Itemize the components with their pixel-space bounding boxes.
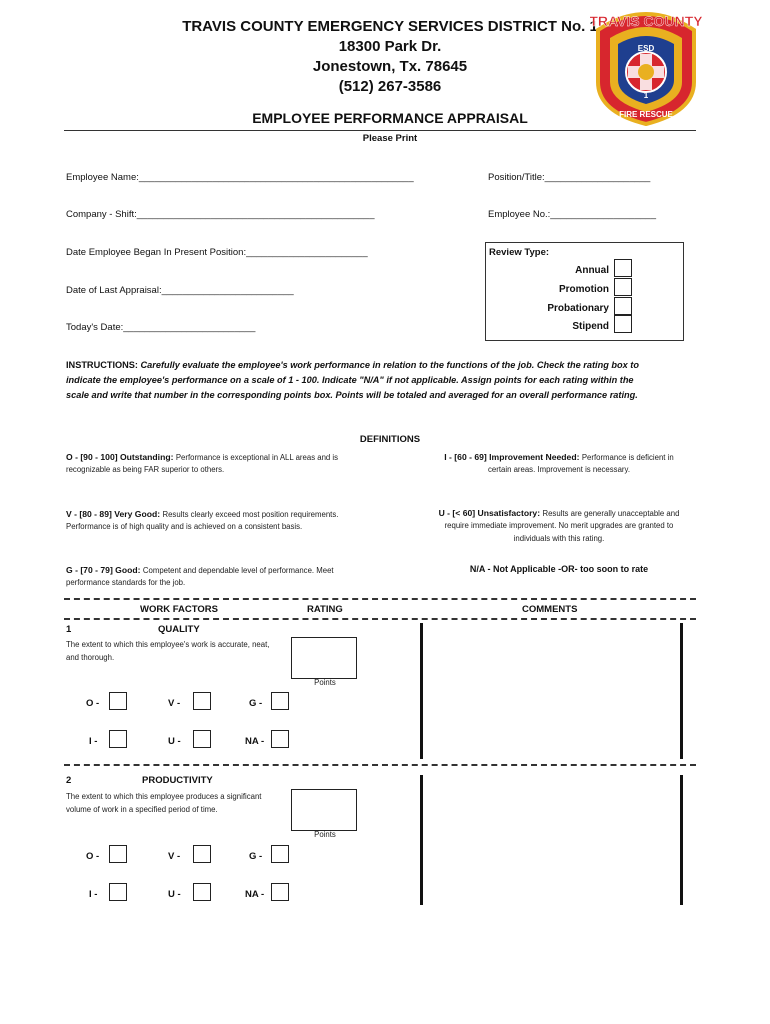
def-i-label: I - [60 - 69] Improvement Needed: (444, 452, 580, 462)
f1-i-checkbox[interactable] (109, 730, 127, 748)
f1-u-checkbox[interactable] (193, 730, 211, 748)
def-good (66, 565, 334, 575)
factor-2-title: PRODUCTIVITY (142, 775, 213, 786)
f2-g-checkbox[interactable] (271, 845, 289, 863)
def-v-text1: Results clearly exceed most position requirements. (162, 510, 339, 519)
def-o-label: O - [90 - 100] Outstanding: (66, 452, 174, 462)
factor-1-number: 1 (66, 624, 72, 635)
f1-v-label: V - (168, 698, 181, 709)
f2-u-checkbox[interactable] (193, 883, 211, 901)
f2-na-checkbox[interactable] (271, 883, 289, 901)
fire-rescue-logo (590, 2, 702, 126)
factor-1-title: QUALITY (158, 624, 200, 635)
employee-name-field[interactable]: Employee Name:____________________________________________________ (66, 172, 414, 183)
factor-divider (64, 764, 696, 766)
address: 18300 Park Dr. (338, 38, 442, 55)
table-header-rule (64, 618, 696, 620)
instructions-line2: indicate the employee's performance on a scale of 1 - 100. Indicate "N/A" if not applicable. Assign points for each rating within the (66, 375, 634, 385)
factor-1-points-label: Points (314, 678, 336, 687)
def-g-text1: Competent and dependable level of performance. Meet (142, 566, 334, 575)
date-began-field[interactable]: Date Employee Began In Present Position:_______________________ (66, 247, 368, 258)
f2-u-label: U - (168, 889, 181, 900)
factor-2-desc2: volume of work in a specified period of time. (66, 805, 218, 814)
def-o-text1: Performance is exceptional in ALL areas and is (175, 453, 339, 462)
company-shift-field[interactable]: Company - Shift:_____________________________________________ (66, 209, 375, 220)
def-g-label: G - [70 - 79] Good: (66, 565, 141, 575)
f2-i-label: I - (89, 889, 98, 900)
logo-bottom-text: FIRE RESCUE (619, 110, 673, 119)
city: Jonestown, Tx. 78645 (312, 58, 468, 75)
factor-2-number: 2 (66, 775, 72, 786)
review-probationary-checkbox[interactable] (614, 297, 632, 315)
f1-o-label: O - (86, 698, 100, 709)
factor-1-desc2: and thorough. (66, 653, 115, 662)
def-g-text2: performance standards for the job. (66, 578, 186, 587)
f2-i-checkbox[interactable] (109, 883, 127, 901)
f1-na-checkbox[interactable] (271, 730, 289, 748)
f1-o-checkbox[interactable] (109, 692, 127, 710)
def-na: N/A - Not Applicable -OR- too soon to rate (469, 564, 649, 574)
def-improvement (414, 452, 704, 462)
f1-g-checkbox[interactable] (271, 692, 289, 710)
factor-1-comment-right-border (680, 623, 683, 759)
def-unsatisfactory (414, 508, 704, 518)
last-appraisal-field[interactable]: Date of Last Appraisal:_________________________ (66, 285, 294, 296)
def-v-text2: Performance is of high quality and is achieved on a consistent basis. (66, 522, 303, 531)
f2-v-label: V - (168, 851, 181, 862)
definitions-title: DEFINITIONS (359, 434, 421, 445)
review-annual-label: Annual (575, 265, 609, 276)
f2-o-checkbox[interactable] (109, 845, 127, 863)
factor-2-points-label: Points (314, 830, 336, 839)
today-date-field[interactable]: Today's Date:_________________________ (66, 322, 256, 333)
factor-2-comment-left-border (420, 775, 423, 905)
please-print: Please Print (362, 133, 418, 144)
def-u-label: U - [< 60] Unsatisfactory: (438, 508, 541, 518)
f2-na-label: NA - (245, 889, 265, 900)
org-name: TRAVIS COUNTY EMERGENCY SERVICES DISTRICT No. 1 (182, 18, 598, 35)
def-u-text3: individuals with this rating. (513, 534, 605, 543)
factor-1-points-box[interactable] (291, 637, 357, 679)
instructions (66, 358, 706, 403)
instructions-label: INSTRUCTIONS: (66, 360, 138, 370)
instructions-line1: Carefully evaluate the employee's work performance in relation to the functions of the job. Check the rating box to (140, 360, 639, 370)
rating-header: RATING (307, 604, 343, 615)
form-title: EMPLOYEE PERFORMANCE APPRAISAL (252, 110, 528, 126)
f1-g-label: G - (249, 698, 263, 709)
factor-1-desc1: The extent to which this employee's work is accurate, neat, (66, 640, 270, 649)
def-i-text2: certain areas. Improvement is necessary. (488, 465, 630, 474)
factor-2-desc1: The extent to which this employee produces a significant (66, 792, 262, 801)
work-factors-header: WORK FACTORS (140, 604, 218, 615)
logo-top-text: TRAVIS COUNTY (590, 13, 702, 29)
def-i-text1: Performance is deficient in (581, 453, 674, 462)
employee-no-field[interactable]: Employee No.:____________________ (488, 209, 656, 220)
title-rule (64, 130, 696, 131)
f1-na-label: NA - (245, 736, 265, 747)
instructions-line3: scale and write that number in the corresponding points box. Points will be totaled and averaged for an overall performance rating. (66, 390, 638, 400)
phone: (512) 267-3586 (338, 78, 442, 95)
factor-1-comment-left-border (420, 623, 423, 759)
review-stipend-label: Stipend (572, 321, 609, 332)
f1-i-label: I - (89, 736, 98, 747)
def-o-text2: recognizable as being FAR superior to others. (66, 465, 225, 474)
f2-v-checkbox[interactable] (193, 845, 211, 863)
comments-header: COMMENTS (522, 604, 578, 615)
def-outstanding (66, 452, 338, 462)
def-very-good (66, 509, 338, 519)
position-field[interactable]: Position/Title:____________________ (488, 172, 651, 183)
f2-g-label: G - (249, 851, 263, 862)
def-u-text1: Results are generally unacceptable and (542, 509, 680, 518)
f1-u-label: U - (168, 736, 181, 747)
f2-o-label: O - (86, 851, 100, 862)
review-probationary-label: Probationary (547, 303, 609, 314)
def-u-text2: require immediate improvement. No merit upgrades are granted to (444, 521, 674, 530)
review-annual-checkbox[interactable] (614, 259, 632, 277)
factor-2-comment-right-border (680, 775, 683, 905)
review-type-label: Review Type: (489, 247, 550, 258)
review-promotion-label: Promotion (559, 284, 609, 295)
logo-center-text: ESD (637, 44, 655, 53)
review-stipend-checkbox[interactable] (614, 315, 632, 333)
logo-number: 1 (643, 91, 649, 100)
def-v-label: V - [80 - 89] Very Good: (66, 509, 161, 519)
f1-v-checkbox[interactable] (193, 692, 211, 710)
table-top-rule (64, 598, 696, 600)
review-promotion-checkbox[interactable] (614, 278, 632, 296)
factor-2-points-box[interactable] (291, 789, 357, 831)
